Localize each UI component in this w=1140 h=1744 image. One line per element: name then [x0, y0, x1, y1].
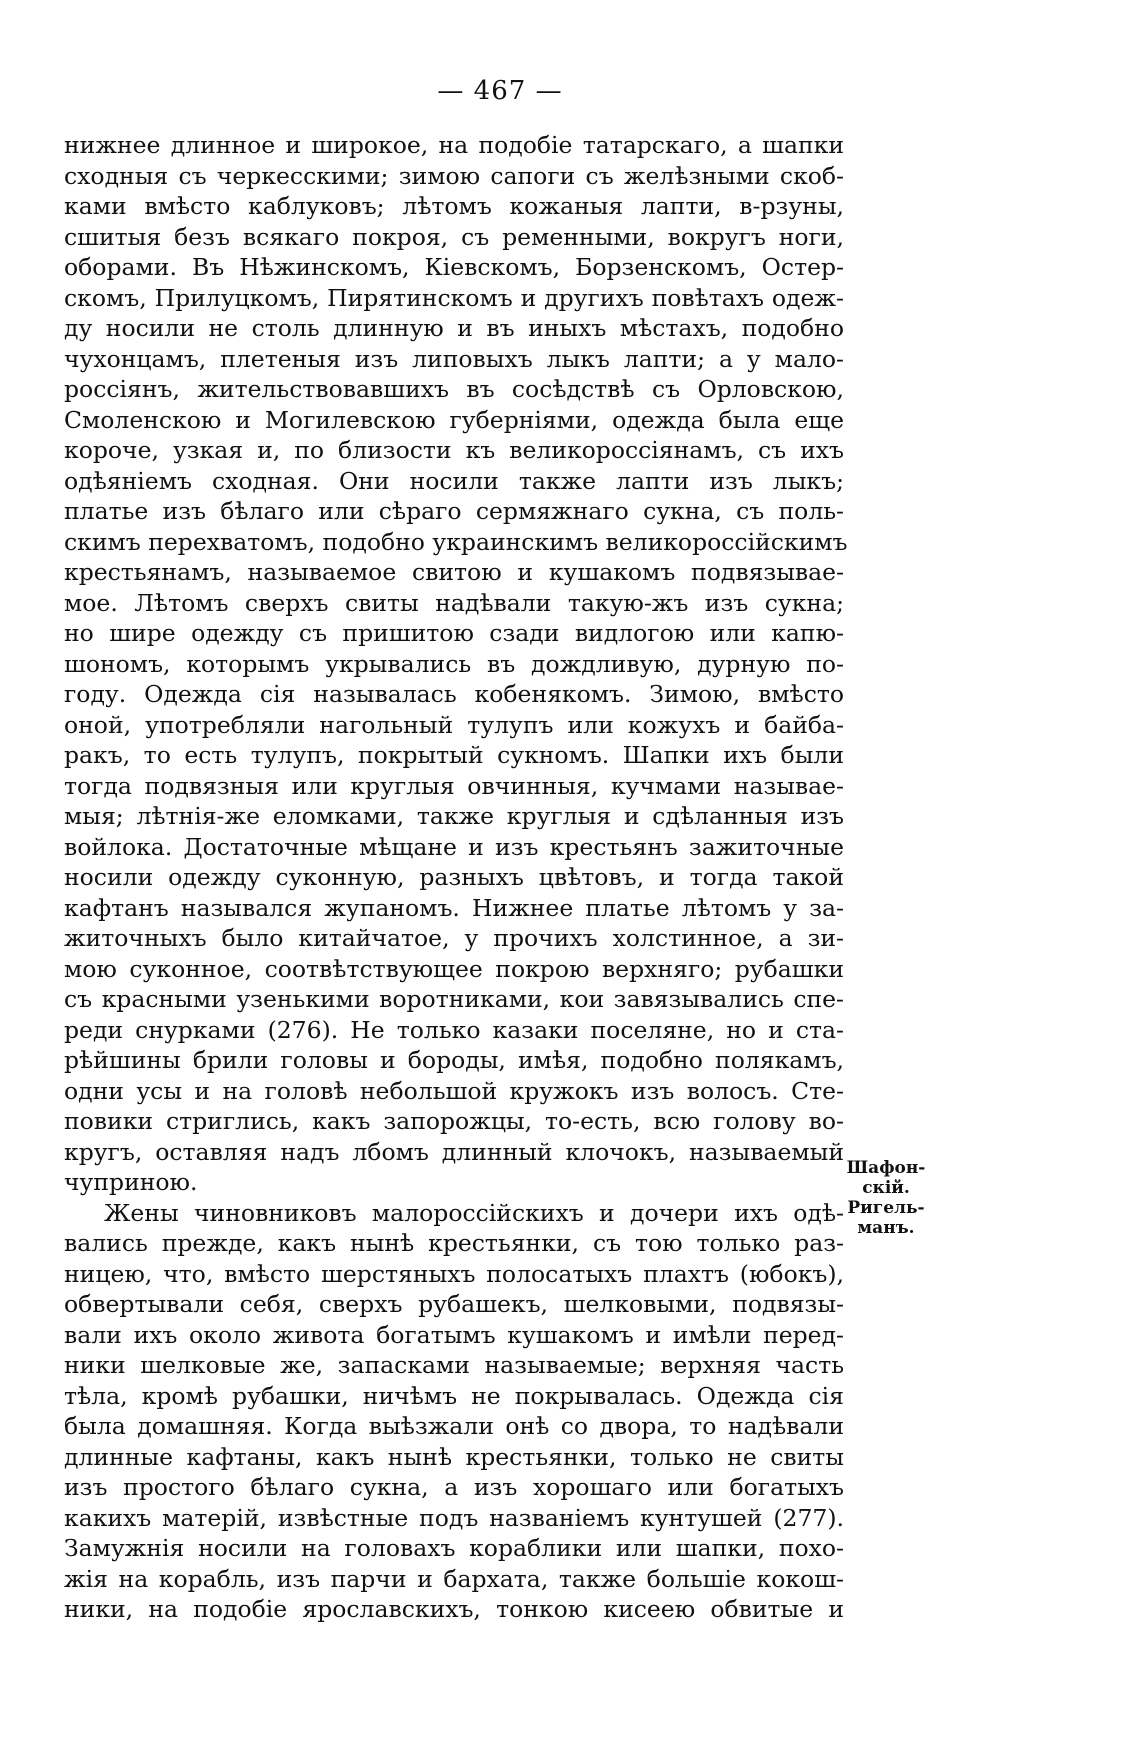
- text-line: тѣла, кромѣ рубашки, ничѣмъ не покрывалась. Одежда сія: [64, 1381, 844, 1410]
- text-line: шономъ, которымъ укрывались въ дождливую, дурную по-: [64, 649, 844, 678]
- text-line: ду носили не столь длинную и въ иныхъ мѣстахъ, подобно: [64, 314, 844, 342]
- text-line: вались прежде, какъ нынѣ крестьянки, съ тою только раз-: [64, 1229, 844, 1257]
- text-line: ницею, что, вмѣсто шерстяныхъ полосатыхъ плахтъ (юбокъ),: [64, 1259, 844, 1288]
- margin-note: [846, 1158, 926, 1238]
- text-line: повики стриглись, какъ запорожцы, то-есть, всю голову во-: [64, 1107, 844, 1135]
- text-line: носили одежду суконную, разныхъ цвѣтовъ, и тогда такой: [64, 863, 844, 891]
- text-line: одѣяніемъ сходная. Они носили также лапти изъ лыкъ;: [64, 466, 844, 495]
- text-line: Замужнія носили на головахъ кораблики или шапки, похо-: [64, 1534, 844, 1562]
- text-line: платье изъ бѣлаго или сѣраго сермяжнаго сукна, съ поль-: [64, 497, 844, 525]
- text-line: одни усы и на головѣ небольшой кружокъ изъ волосъ. Сте-: [64, 1076, 844, 1105]
- text-line: мое. Лѣтомъ сверхъ свиты надѣвали такую-жъ изъ сукна;: [64, 588, 844, 617]
- text-line: рѣйшины брили головы и бороды, имѣя, подобно полякамъ,: [64, 1046, 844, 1074]
- text-line: изъ простого бѣлаго сукна, а изъ хорошаго или богатыхъ: [64, 1473, 844, 1501]
- text-line: сходныя съ черкесскими; зимою сапоги съ желѣзными скоб-: [64, 161, 844, 190]
- text-line: обвертывали себя, сверхъ рубашекъ, шелковыми, подвязы-: [64, 1290, 844, 1318]
- text-line: кругъ, оставляя надъ лбомъ длинный клочокъ, называемый: [64, 1137, 844, 1166]
- text-line: ники шелковые же, запасками называемые; верхняя часть: [64, 1351, 844, 1379]
- text-line: мою суконное, соотвѣтствующее покрою верхняго; рубашки: [64, 954, 844, 983]
- page-number: — 467 —: [437, 76, 563, 106]
- text-line: мыя; лѣтнія-же еломками, также круглыя и сдѣланныя изъ: [64, 802, 844, 830]
- paragraph-start-line: Жены чиновниковъ малороссійскихъ и дочери ихъ одѣ-: [104, 1198, 844, 1227]
- text-line: длинные кафтаны, какъ нынѣ крестьянки, только не свиты: [64, 1442, 844, 1471]
- text-line: короче, узкая и, по близости къ великороссіянамъ, съ ихъ: [64, 436, 844, 464]
- text-line: ракъ, то есть тулупъ, покрытый сукномъ. Шапки ихъ были: [64, 741, 844, 769]
- text-line: съ красными узенькими воротниками, кои завязывались спе-: [64, 985, 844, 1013]
- margin-note-line: Шафон-: [846, 1158, 926, 1178]
- text-line: войлока. Достаточные мѣщане и изъ крестьянъ зажиточные: [64, 832, 844, 861]
- text-line: кафтанъ назывался жупаномъ. Нижнее платье лѣтомъ у за-: [64, 893, 844, 922]
- text-line: оборами. Въ Нѣжинскомъ, Кіевскомъ, Борзенскомъ, Остер-: [64, 253, 844, 281]
- text-line: вали ихъ около живота богатымъ кушакомъ и имѣли перед-: [64, 1320, 844, 1349]
- text-line: тогда подвязныя или круглыя овчинныя, кучмами называе-: [64, 771, 844, 800]
- text-line: ники, на подобіе ярославскихъ, тонкою кисеею обвитые и: [64, 1595, 844, 1623]
- text-line: нижнее длинное и широкое, на подобіе татарскаго, а шапки: [64, 131, 844, 159]
- text-line: житочныхъ было китайчатое, у прочихъ холстинное, а зи-: [64, 924, 844, 952]
- text-line: жія на корабль, изъ парчи и бархата, также большіе кокош-: [64, 1564, 844, 1593]
- text-line: Смоленскою и Могилевскою губерніями, одежда была еще: [64, 405, 844, 434]
- text-line: чухонцамъ, плетеныя изъ липовыхъ лыкъ лапти; а у мало-: [64, 344, 844, 373]
- text-line: ками вмѣсто каблуковъ; лѣтомъ кожаныя лапти, в-рзуны,: [64, 192, 844, 220]
- text-line: какихъ матерій, извѣстные подъ названіемъ кунтушей (277).: [64, 1503, 844, 1532]
- margin-note-line: манъ.: [857, 1218, 915, 1238]
- text-line: году. Одежда сія называлась кобенякомъ. Зимою, вмѣсто: [64, 680, 844, 708]
- text-line: крестьянамъ, называемое свитою и кушакомъ подвязывае-: [64, 558, 844, 586]
- text-line: реди снурками (276). Не только казаки поселяне, но и ста-: [64, 1015, 844, 1044]
- text-line: скимъ перехватомъ, подобно украинскимъ великороссійскимъ: [64, 527, 848, 556]
- text-line: россіянъ, жительствовавшихъ въ сосѣдствѣ съ Орловскою,: [64, 375, 844, 403]
- text-line: чуприною.: [64, 1168, 198, 1196]
- text-line: была домашняя. Когда выѣзжали онѣ со двора, то надѣвали: [64, 1412, 844, 1440]
- margin-note-line: скій.: [862, 1178, 910, 1198]
- body-text: [64, 130, 848, 1625]
- margin-note-line: Ригель-: [847, 1198, 925, 1218]
- text-line: сшитыя безъ всякаго покроя, съ ременными, вокругъ ноги,: [64, 222, 844, 251]
- text-line: скомъ, Прилуцкомъ, Пирятинскомъ и другихъ повѣтахъ одеж-: [64, 283, 844, 312]
- text-line: оной, употребляли нагольный тулупъ или кожухъ и байба-: [64, 710, 844, 739]
- text-line: но шире одежду съ пришитою сзади видлогою или капю-: [64, 619, 844, 647]
